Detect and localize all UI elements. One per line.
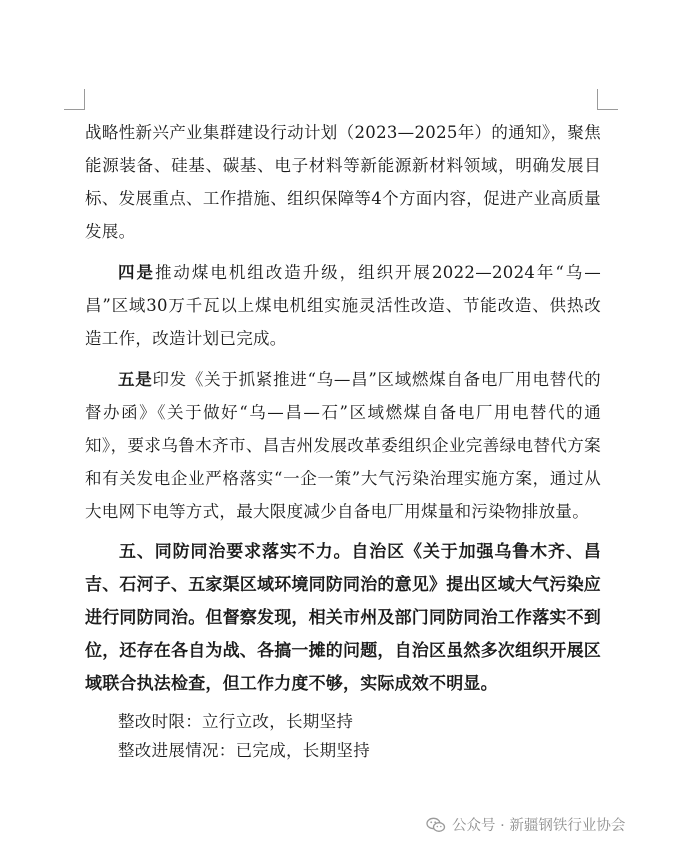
rectification-progress: 整改进展情况：已完成，长期坚持 bbox=[118, 741, 370, 760]
watermark bbox=[426, 814, 625, 835]
paragraph-item-four-text: 推动煤电机组改造升级，组织开展2022—2024年“乌—昌”区域30万千瓦以上煤电机组实施灵活性改造、节能改造、供热改造工作，改造计划已完成。 bbox=[85, 263, 601, 348]
rectification-deadline: 整改时限：立行立改，长期坚持 bbox=[118, 712, 354, 731]
watermark-text: 公众号 · 新疆钢铁行业协会 bbox=[452, 818, 626, 834]
margin-corner-top-left bbox=[64, 89, 85, 110]
paragraph-item-five bbox=[85, 363, 601, 528]
document-body bbox=[85, 116, 601, 765]
paragraph-item-four-lead: 四是 bbox=[118, 263, 155, 282]
paragraph-item-five-lead: 五是 bbox=[118, 370, 153, 389]
paragraph-item-five-text: 印发《关于抓紧推进“乌—昌”区域燃煤自备电厂用电替代的督办函》《关于做好“乌—昌—石”区域燃煤自备电厂用电替代的通知》，要求乌鲁木齐市、昌吉州发展改革委组织企业完善绿电替代方案和有关发电企业严格落实“一企一策”大气污染治理实施方案，通过从大电网下电等方式，最大限度减少自备电厂用煤量和污染物排放量。 bbox=[85, 370, 601, 521]
paragraph-section-five: 五、同防同治要求落实不力。自治区《关于加强乌鲁木齐、昌吉、石河子、五家渠区域环境同防同治的意见》提出区域大气污染应进行同防同治。但督察发现，相关市州及部门同防同治工作落实不到位，还存在各自为战、各搞一摊的问题，自治区虽然多次组织开展区域联合执法检查，但工作力度不够，实际成效不明显。 bbox=[85, 542, 601, 694]
wechat-icon bbox=[426, 817, 446, 833]
margin-corner-top-right bbox=[597, 89, 618, 110]
paragraph-continuation: 战略性新兴产业集群建设行动计划（2023—2025年）的通知》，聚焦能源装备、硅基、碳基、电子材料等新能源新材料领域，明确发展目标、发展重点、工作措施、组织保障等4个方面内容，促进产业高质量发展。 bbox=[85, 123, 601, 241]
paragraph-item-four bbox=[85, 256, 601, 355]
